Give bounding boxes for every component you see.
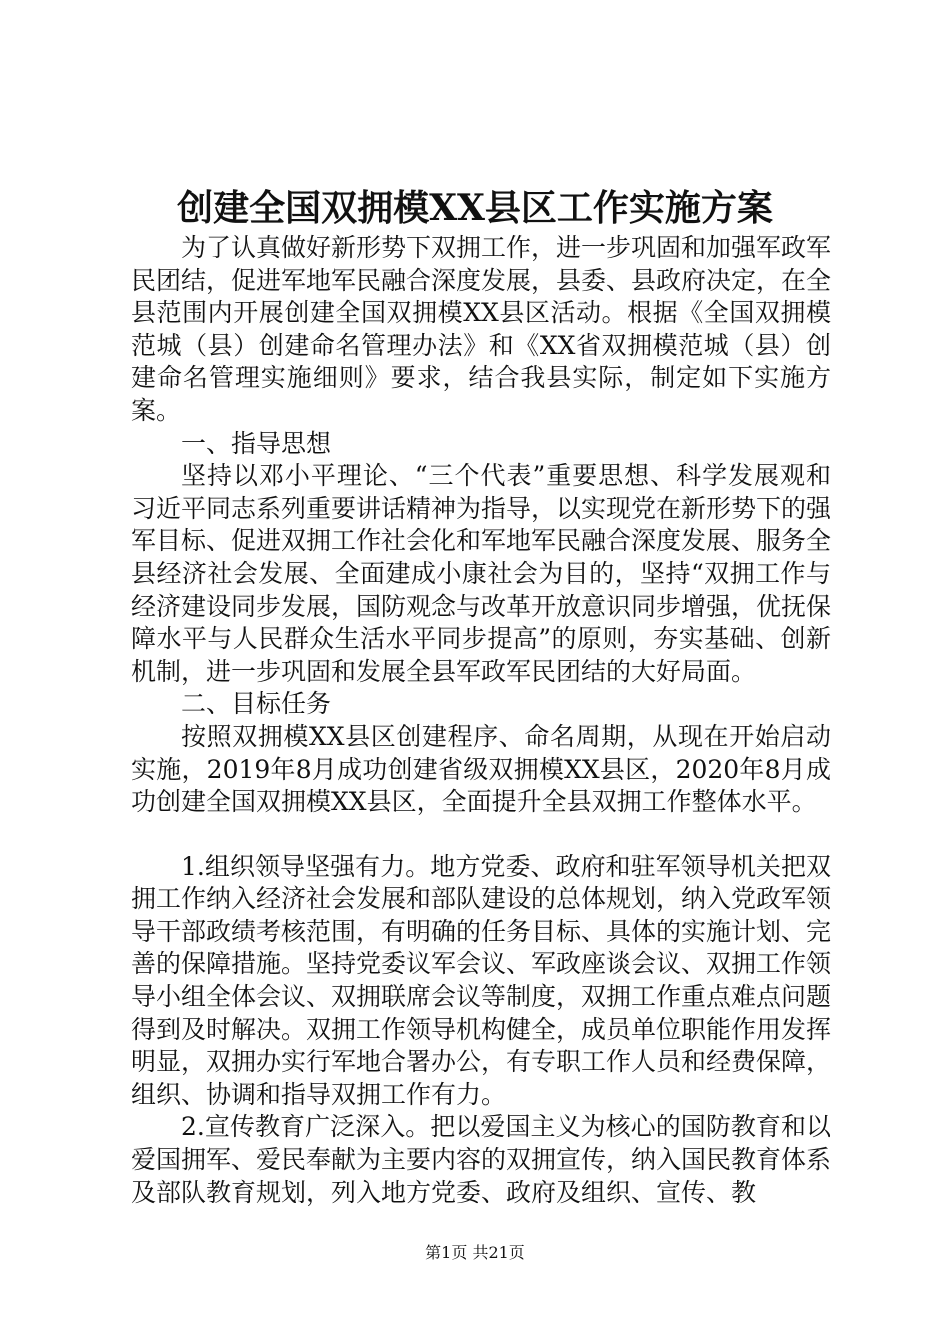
paragraph-goals-tasks: 按照双拥模XX县区创建程序、命名周期，从现在开始启动实施，2019年8月成功创建省级双拥模XX县区，2020年8月成功创建全国双拥模XX县区，全面提升全县双拥工作整体水平。 [131, 721, 831, 817]
document-body [131, 232, 831, 1209]
heading-guiding-ideology: 一、指导思想 [181, 428, 332, 458]
document-title: 创建全国双拥模XX县区工作实施方案 [177, 187, 773, 229]
heading-goals-tasks: 二、目标任务 [181, 689, 332, 719]
paragraph-item-1: 1.组织领导坚强有力。地方党委、政府和驻军领导机关把双拥工作纳入经济社会发展和部队建设的总体规划，纳入党政军领导干部政绩考核范围，有明确的任务目标、具体的实施计划、完善的保障措施。坚持党委议军会议、军政座谈会议、双拥工作领导小组全体会议、双拥联席会议等制度，双拥工作重点难点问题得到及时解决。双拥工作领导机构健全，成员单位职能作用发挥明显，双拥办实行军地合署办公，有专职工作人员和经费保障，组织、协调和指导双拥工作有力。 [131, 851, 832, 1109]
paragraph-guiding-ideology: 坚持以邓小平理论、“三个代表”重要思想、科学发展观和习近平同志系列重要讲话精神为指导，以实现党在新形势下的强军目标、促进双拥工作社会化和军地军民融合深度发展、服务全县经济社会发展、全面建成小康社会为目的，坚持“双拥工作与经济建设同步发展，国防观念与改革开放意识同步增强，优抚保障水平与人民群众生活水平同步提高”的原则，夯实基础、创新机制，进一步巩固和发展全县军政军民团结的大好局面。 [131, 461, 832, 686]
paragraph-intro: 为了认真做好新形势下双拥工作，进一步巩固和加强军政军民团结，促进军地军民融合深度发展，县委、县政府决定，在全县范围内开展创建全国双拥模XX县区活动。根据《全国双拥模范城（县）创建命名管理办法》和《XX省双拥模范城（县）创建命名管理实施细则》要求，结合我县实际，制定如下实施方案。 [131, 233, 832, 425]
paragraph-item-2: 2.宣传教育广泛深入。把以爱国主义为核心的国防教育和以爱国拥军、爱民奉献为主要内容的双拥宣传，纳入国民教育体系及部队教育规划，列入地方党委、政府及组织、宣传、教 [131, 1112, 832, 1207]
page-footer: 第1页 共21页 [425, 1243, 525, 1262]
